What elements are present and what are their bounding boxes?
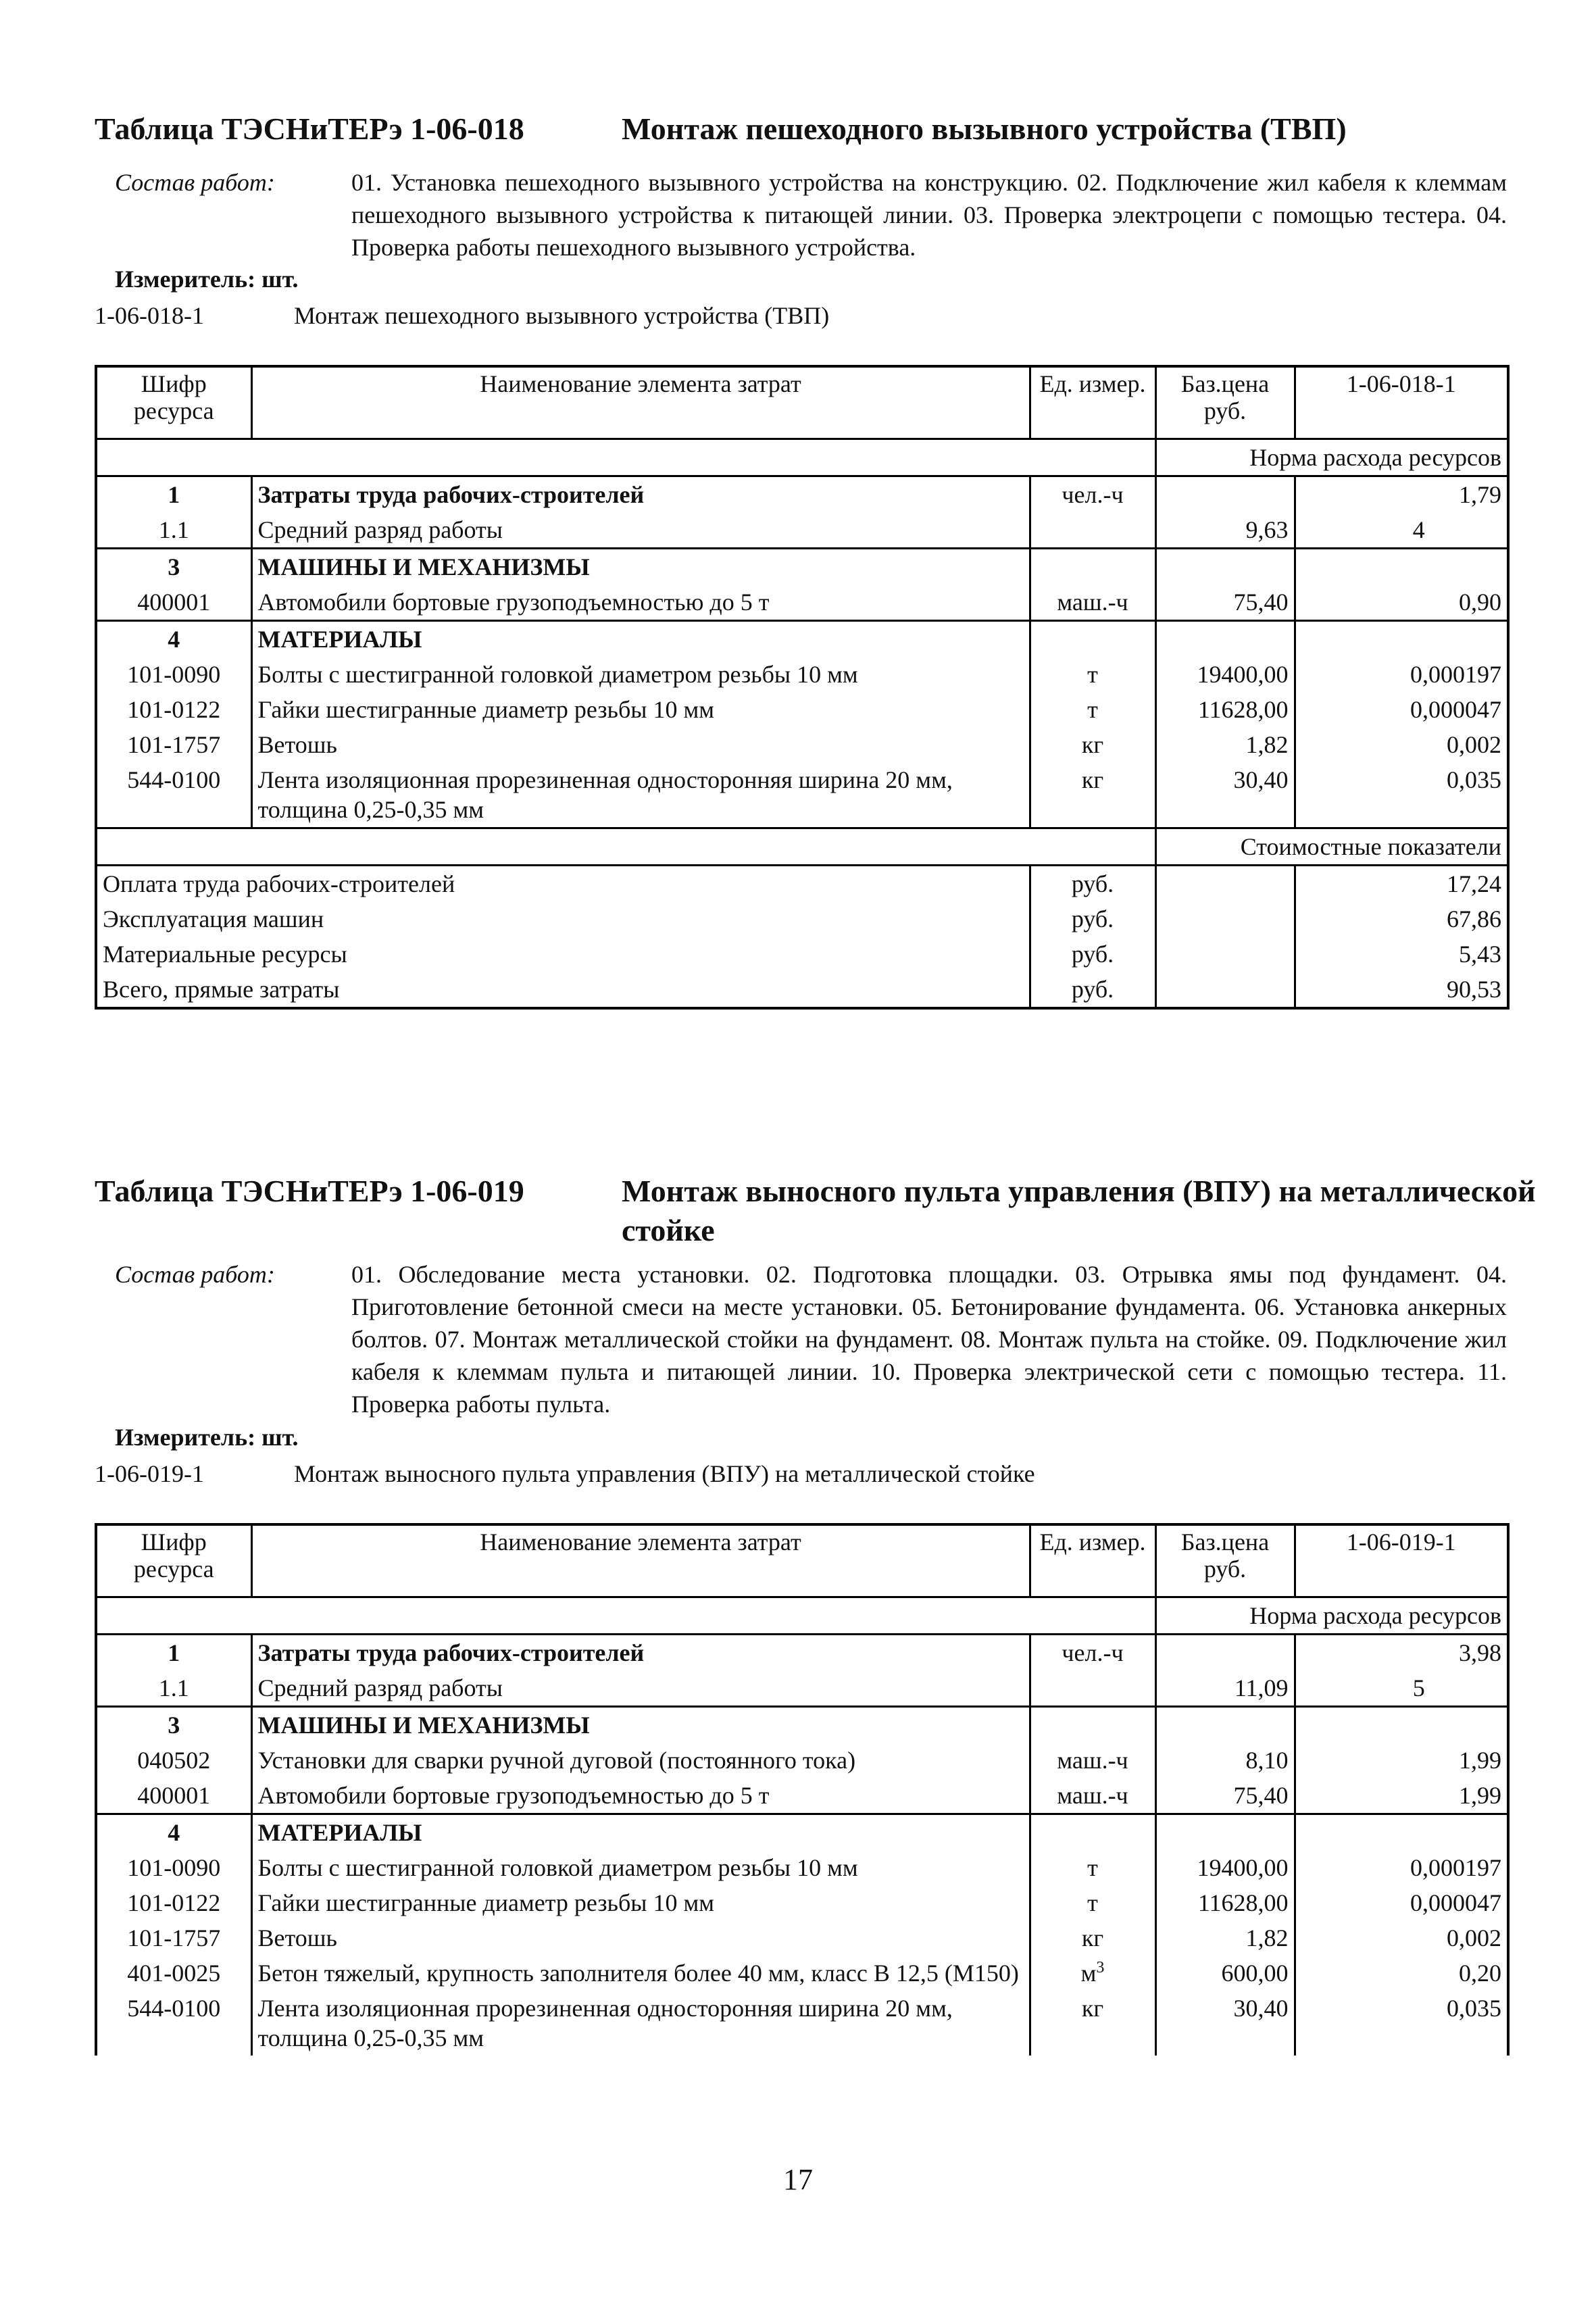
resource-unit: [1030, 1670, 1155, 1707]
table-1-rate-line: [95, 301, 829, 330]
header-rate: 1-06-019-1: [1295, 1524, 1508, 1597]
resource-code-text: 400001: [137, 589, 211, 616]
table-row: [96, 512, 1508, 549]
cost-empty: [1155, 972, 1295, 1008]
norm-band: [96, 439, 1508, 476]
resource-price: [1155, 621, 1295, 657]
resource-price: [1155, 476, 1295, 513]
resource-unit-text: кг: [1081, 731, 1104, 758]
header-price: Баз.цена руб.: [1155, 1524, 1295, 1597]
header-rate: 1-06-018-1: [1295, 366, 1508, 439]
resource-norm: [1295, 1670, 1508, 1707]
resource-code: [96, 692, 251, 727]
resource-code: [96, 549, 251, 585]
header-code: Шифр ресурса: [96, 366, 251, 439]
resource-code: [96, 584, 251, 621]
resource-name: [251, 727, 1030, 762]
resource-price: [1155, 1670, 1295, 1707]
resource-norm: [1295, 1991, 1508, 2056]
table-1-title: [95, 109, 1554, 149]
resource-price: [1155, 1956, 1295, 1991]
resource-name-text: Средний разряд работы: [257, 1674, 503, 1701]
resource-name: [251, 692, 1030, 727]
cost-row: [96, 972, 1508, 1008]
resource-price: [1155, 512, 1295, 549]
resource-norm-text: 0,000047: [1410, 1889, 1501, 1916]
table-header: [96, 366, 1508, 439]
resource-code-text: 1: [168, 1639, 180, 1666]
cost-row: [96, 937, 1508, 972]
resource-name: [251, 1956, 1030, 1991]
resource-unit: [1030, 1920, 1155, 1956]
resource-name: [251, 1670, 1030, 1707]
resource-price-text: 19400,00: [1197, 1854, 1289, 1881]
header-name: Наименование элемента затрат: [251, 366, 1030, 439]
resource-name-text: Болты с шестигранной головкой диаметром резьбы 10 мм: [257, 1854, 858, 1881]
resource-name: [251, 657, 1030, 692]
rate-name: Монтаж пешеходного вызывного устройства (ТВП): [294, 302, 830, 329]
resource-norm-text: 1,99: [1459, 1782, 1501, 1809]
resource-price: [1155, 549, 1295, 585]
resource-norm: [1295, 1956, 1508, 1991]
table-row: [96, 1956, 1508, 1991]
resource-unit-text: маш.-ч: [1057, 1782, 1128, 1809]
norm-band: [96, 1597, 1508, 1635]
resource-price: [1155, 1707, 1295, 1743]
resource-name-text: Гайки шестигранные диаметр резьбы 10 мм: [257, 1889, 715, 1916]
table-2-composition: [95, 1258, 1507, 1420]
resource-norm: [1295, 1920, 1508, 1956]
cost-name: Эксплуатация машин: [96, 901, 1030, 937]
resource-unit-text: кг: [1081, 766, 1104, 793]
resource-unit: [1030, 621, 1155, 657]
resource-price: [1155, 1814, 1295, 1851]
resource-code: [96, 1850, 251, 1885]
resource-norm-text: 0,035: [1447, 1995, 1501, 2022]
norm-band-label: Норма расхода ресурсов: [1155, 1597, 1508, 1635]
resource-price: [1155, 1920, 1295, 1956]
resource-price-text: 11628,00: [1197, 696, 1289, 723]
resource-code-text: 040502: [137, 1747, 211, 1774]
resource-norm: [1295, 621, 1508, 657]
resource-code-text: 1.1: [158, 1674, 189, 1701]
table-row: [96, 727, 1508, 762]
resource-name-text: МАТЕРИАЛЫ: [257, 626, 422, 653]
resource-unit: [1030, 1635, 1155, 1671]
resource-code-text: 400001: [137, 1782, 211, 1809]
resource-name-text: Средний разряд работы: [257, 516, 503, 543]
resource-price-text: 30,40: [1233, 1995, 1289, 2022]
resource-code-text: 101-0090: [127, 661, 221, 688]
header-name: Наименование элемента затрат: [251, 1524, 1030, 1597]
cost-unit: руб.: [1030, 866, 1155, 902]
table-2-rate-line: [95, 1460, 1035, 1488]
table-row: [96, 1991, 1508, 2056]
resource-norm: [1295, 1885, 1508, 1920]
resource-norm: [1295, 692, 1508, 727]
resource-name-text: Гайки шестигранные диаметр резьбы 10 мм: [257, 696, 715, 723]
resource-price-text: 1,82: [1245, 731, 1289, 758]
resource-code: [96, 727, 251, 762]
table-row: [96, 1707, 1508, 1743]
resource-unit: [1030, 1778, 1155, 1814]
resource-unit-text: маш.-ч: [1057, 589, 1128, 616]
resource-price: [1155, 762, 1295, 828]
table-row: [96, 621, 1508, 657]
resource-price: [1155, 692, 1295, 727]
resource-unit: [1030, 727, 1155, 762]
table-1-composition: [95, 166, 1507, 264]
cost-value: 67,86: [1447, 905, 1501, 932]
cost-band: [96, 828, 1508, 866]
resource-unit: [1030, 657, 1155, 692]
resource-name: [251, 1635, 1030, 1671]
resource-code-text: 1.1: [158, 516, 189, 543]
cost-unit: руб.: [1030, 972, 1155, 1008]
resource-norm: [1295, 762, 1508, 828]
resource-norm: [1295, 512, 1508, 549]
resource-price: [1155, 1635, 1295, 1671]
resource-price-text: 75,40: [1233, 1782, 1289, 1809]
resource-unit: [1030, 549, 1155, 585]
resource-code-text: 101-0122: [127, 696, 221, 723]
composition-text: 01. Установка пешеходного вызывного устройства на конструкцию. 02. Подключение жил кабеля к клеммам пешеходного вызывного устройства к питающей линии. 03. Проверка электроцепи с помощью тестера. 04. Проверка работы пешеходного вызывного устройства.: [351, 169, 1507, 261]
resource-name: [251, 1707, 1030, 1743]
table-2-body: [96, 1635, 1508, 2056]
resource-norm: [1295, 1814, 1508, 1851]
resource-unit: [1030, 1991, 1155, 2056]
resource-price-text: 600,00: [1221, 1960, 1289, 1987]
resource-norm-text: 5: [1412, 1674, 1425, 1701]
resource-code-text: 1: [168, 481, 180, 508]
resource-code-text: 101-1757: [127, 1924, 221, 1951]
resource-name-text: Бетон тяжелый, крупность заполнителя более 40 мм, класс В 12,5 (М150): [257, 1960, 1019, 1987]
resource-norm-text: 1,79: [1459, 481, 1501, 508]
resource-price-text: 1,82: [1245, 1924, 1289, 1951]
table-row: [96, 584, 1508, 621]
table-row: [96, 476, 1508, 513]
table-1-costs: [96, 866, 1508, 1009]
table-row: [96, 1670, 1508, 1707]
resource-name-text: Болты с шестигранной головкой диаметром резьбы 10 мм: [257, 661, 858, 688]
resource-unit: [1030, 476, 1155, 513]
resource-norm-text: 4: [1412, 516, 1425, 543]
resource-code: [96, 1778, 251, 1814]
resource-price-text: 9,63: [1245, 516, 1289, 543]
resource-name: [251, 762, 1030, 828]
resource-unit: [1030, 692, 1155, 727]
resource-price-text: 8,10: [1245, 1747, 1289, 1774]
resource-price-text: 11,09: [1234, 1674, 1289, 1701]
cost-value: 17,24: [1447, 870, 1501, 897]
cost-value: 90,53: [1447, 976, 1501, 1003]
header-code: Шифр ресурса: [96, 1524, 251, 1597]
resource-code-text: 101-1757: [127, 731, 221, 758]
resource-norm: [1295, 549, 1508, 585]
resource-code: [96, 657, 251, 692]
resource-name: [251, 1850, 1030, 1885]
cost-empty: [1155, 866, 1295, 902]
resource-norm-text: 0,000197: [1410, 661, 1501, 688]
cost-name: Материальные ресурсы: [96, 937, 1030, 972]
resource-code-text: 101-0090: [127, 1854, 221, 1881]
table-row: [96, 1814, 1508, 1851]
unit-superscript: 3: [1096, 1959, 1105, 1976]
resource-norm-text: 0,90: [1459, 589, 1501, 616]
composition-label: Состав работ:: [115, 169, 275, 196]
resource-unit-text: маш.-ч: [1057, 1747, 1128, 1774]
resource-unit: [1030, 584, 1155, 621]
resource-code-text: 544-0100: [127, 1995, 221, 2022]
resource-price-text: 11628,00: [1197, 1889, 1289, 1916]
resource-code: [96, 1956, 251, 1991]
resource-name-text: Ветошь: [257, 731, 337, 758]
resource-code: [96, 1885, 251, 1920]
resource-code-text: 401-0025: [127, 1960, 221, 1987]
resource-name: [251, 1743, 1030, 1778]
resource-name: [251, 1778, 1030, 1814]
resource-name: [251, 621, 1030, 657]
resource-norm: [1295, 1635, 1508, 1671]
resource-name: [251, 549, 1030, 585]
resource-name-text: МАТЕРИАЛЫ: [257, 1819, 422, 1846]
resource-code: [96, 1920, 251, 1956]
resource-price-text: 19400,00: [1197, 661, 1289, 688]
resource-code: [96, 621, 251, 657]
table-2-name: Монтаж выносного пульта управления (ВПУ) на металлической стойке: [622, 1174, 1536, 1247]
table-row: [96, 762, 1508, 828]
resource-name-text: Лента изоляционная прорезиненная односторонняя ширина 20 мм, толщина 0,25-0,35 мм: [257, 1995, 953, 2051]
table-row: [96, 1635, 1508, 1671]
resource-unit: [1030, 1956, 1155, 1991]
resource-price: [1155, 657, 1295, 692]
resource-norm-text: 0,000197: [1410, 1854, 1501, 1881]
resource-unit-text: т: [1087, 1889, 1098, 1916]
resource-name: [251, 1814, 1030, 1851]
table-header: [96, 1524, 1508, 1597]
resource-code: [96, 1743, 251, 1778]
cost-row: [96, 901, 1508, 937]
table-1-code: Таблица ТЭСНиТЕРэ 1-06-018: [95, 111, 524, 146]
table-2-code: Таблица ТЭСНиТЕРэ 1-06-019: [95, 1174, 524, 1208]
resource-price: [1155, 1778, 1295, 1814]
table-2-measure: Измеритель: шт.: [115, 1424, 299, 1451]
resource-norm-text: 0,20: [1459, 1960, 1501, 1987]
resource-code-text: 544-0100: [127, 766, 221, 793]
resource-code-text: 101-0122: [127, 1889, 221, 1916]
resource-norm: [1295, 1850, 1508, 1885]
cost-empty: [1155, 901, 1295, 937]
resource-unit: [1030, 1850, 1155, 1885]
resource-code: [96, 476, 251, 513]
resource-code: [96, 1707, 251, 1743]
resource-norm: [1295, 584, 1508, 621]
rate-code: 1-06-018-1: [95, 302, 204, 329]
resource-unit: [1030, 512, 1155, 549]
resource-unit: [1030, 1707, 1155, 1743]
resource-name-text: Автомобили бортовые грузоподъемностью до 5 т: [257, 1782, 770, 1809]
table-row: [96, 1743, 1508, 1778]
resource-price: [1155, 727, 1295, 762]
resource-norm-text: 0,002: [1447, 731, 1501, 758]
resource-code: [96, 762, 251, 828]
header-unit: Ед. измер.: [1030, 366, 1155, 439]
resource-name-text: Ветошь: [257, 1924, 337, 1951]
resource-price: [1155, 1743, 1295, 1778]
resource-price: [1155, 584, 1295, 621]
resource-norm-text: 0,035: [1447, 766, 1501, 793]
rate-name: Монтаж выносного пульта управления (ВПУ) на металлической стойке: [294, 1460, 1035, 1487]
cost-unit: руб.: [1030, 901, 1155, 937]
resource-unit-text: кг: [1081, 1924, 1104, 1951]
cost-value: 5,43: [1459, 941, 1501, 968]
table-1-name: Монтаж пешеходного вызывного устройства (ТВП): [622, 111, 1347, 146]
resource-name: [251, 1920, 1030, 1956]
resource-code: [96, 1670, 251, 1707]
resource-name-text: Установки для сварки ручной дуговой (постоянного тока): [257, 1747, 856, 1774]
resource-unit: [1030, 762, 1155, 828]
composition-label: Состав работ:: [115, 1261, 275, 1288]
resource-unit: [1030, 1885, 1155, 1920]
resource-price-text: 30,40: [1233, 766, 1289, 793]
table-row: [96, 657, 1508, 692]
cost-empty: [1155, 937, 1295, 972]
cost-name: Всего, прямые затраты: [96, 972, 1030, 1008]
resource-unit: [1030, 1814, 1155, 1851]
table-1-resources: [95, 365, 1510, 1010]
resource-code-text: 4: [168, 626, 180, 653]
table-row: [96, 1885, 1508, 1920]
resource-norm: [1295, 1778, 1508, 1814]
resource-code: [96, 512, 251, 549]
resource-name: [251, 512, 1030, 549]
resource-norm-text: 0,002: [1447, 1924, 1501, 1951]
resource-code-text: 3: [168, 1712, 180, 1739]
table-2-title: [95, 1172, 1554, 1250]
resource-norm-text: 0,000047: [1410, 696, 1501, 723]
resource-unit-text: чел.-ч: [1062, 481, 1124, 508]
cost-unit: руб.: [1030, 937, 1155, 972]
resource-norm: [1295, 476, 1508, 513]
resource-norm: [1295, 1743, 1508, 1778]
resource-price: [1155, 1885, 1295, 1920]
composition-text: 01. Обследование места установки. 02. Подготовка площадки. 03. Отрывка ямы под фундамент. 04. Приготовление бетонной смеси на месте установки. 05. Бетонирование фундамента. 06. Установка анкерных болтов. 07. Монтаж металлической стойки на фундамент. 08. Монтаж пульта на стойке. 09. Подключение жил кабеля к клеммам пульта и питающей линии. 10. Проверка электрической сети с помощью тестера. 11. Проверка работы пульта.: [351, 1261, 1507, 1418]
resource-unit-text: кг: [1081, 1995, 1104, 2022]
resource-name: [251, 476, 1030, 513]
resource-name-text: Лента изоляционная прорезиненная односторонняя ширина 20 мм, толщина 0,25-0,35 мм: [257, 766, 953, 823]
header-unit: Ед. измер.: [1030, 1524, 1155, 1597]
resource-norm-text: 1,99: [1459, 1747, 1501, 1774]
resource-norm: [1295, 657, 1508, 692]
page-number: 17: [783, 2163, 813, 2196]
table-row: [96, 1778, 1508, 1814]
resource-name-text: Автомобили бортовые грузоподъемностью до 5 т: [257, 589, 770, 616]
resource-code: [96, 1814, 251, 1851]
table-row: [96, 692, 1508, 727]
resource-price: [1155, 1850, 1295, 1885]
resource-name-text: Затраты труда рабочих-строителей: [257, 481, 645, 508]
resource-name-text: МАШИНЫ И МЕХАНИЗМЫ: [257, 553, 590, 580]
resource-unit: [1030, 1743, 1155, 1778]
resource-name-text: Затраты труда рабочих-строителей: [257, 1639, 645, 1666]
resource-code-text: 3: [168, 553, 180, 580]
resource-unit-text: т: [1087, 696, 1098, 723]
cost-row: [96, 866, 1508, 902]
resource-code-text: 4: [168, 1819, 180, 1846]
norm-band-label: Норма расхода ресурсов: [1155, 439, 1508, 476]
resource-code: [96, 1991, 251, 2056]
resource-unit-text: чел.-ч: [1062, 1639, 1124, 1666]
header-price: Баз.цена руб.: [1155, 366, 1295, 439]
resource-unit-text: м: [1080, 1960, 1097, 1987]
rate-code: 1-06-019-1: [95, 1460, 204, 1487]
resource-name: [251, 1991, 1030, 2056]
table-row: [96, 549, 1508, 585]
cost-name: Оплата труда рабочих-строителей: [96, 866, 1030, 902]
table-1-body: [96, 476, 1508, 828]
table-row: [96, 1850, 1508, 1885]
resource-name-text: МАШИНЫ И МЕХАНИЗМЫ: [257, 1712, 590, 1739]
resource-price-text: 75,40: [1233, 589, 1289, 616]
resource-norm-text: 3,98: [1459, 1639, 1501, 1666]
resource-price: [1155, 1991, 1295, 2056]
resource-unit-text: т: [1087, 1854, 1098, 1881]
resource-norm: [1295, 727, 1508, 762]
table-row: [96, 1920, 1508, 1956]
table-2-resources: [95, 1523, 1510, 2056]
table-1-measure: Измеритель: шт.: [115, 266, 299, 293]
resource-norm: [1295, 1707, 1508, 1743]
resource-name: [251, 1885, 1030, 1920]
resource-name: [251, 584, 1030, 621]
cost-band-label: Стоимостные показатели: [1155, 828, 1508, 866]
resource-unit-text: т: [1087, 661, 1098, 688]
resource-code: [96, 1635, 251, 1671]
